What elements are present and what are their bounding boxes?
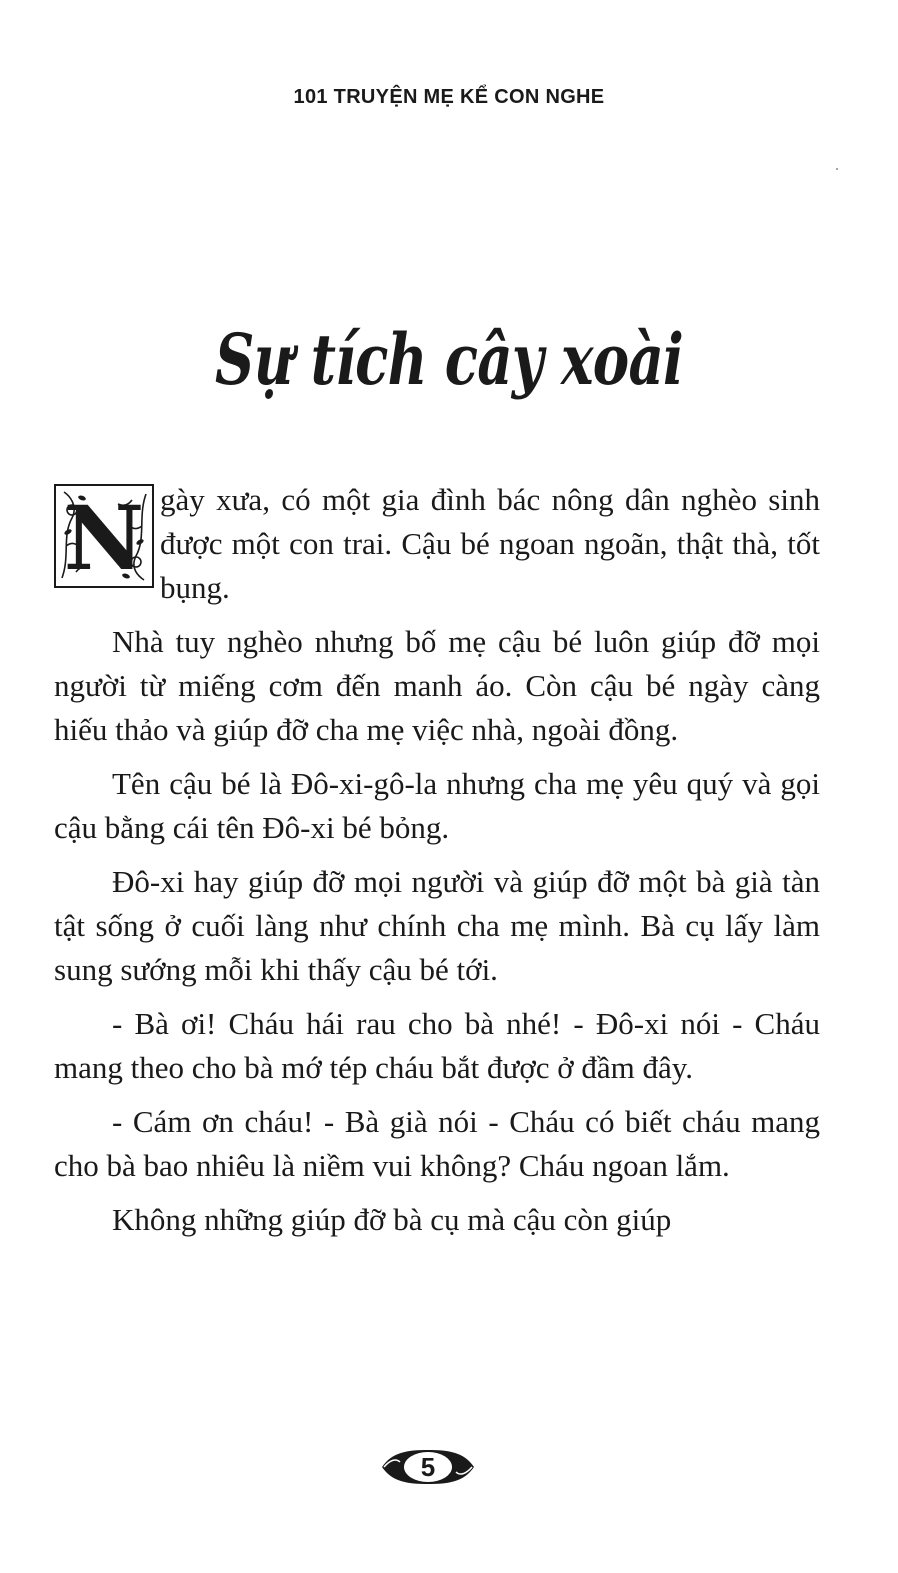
story-paragraph-4: Đô-xi hay giúp đỡ mọi người và giúp đỡ một bà già tàn tật sống ở cuối làng như chính cha mẹ mình. Bà cụ lấy làm sung sướng mỗi khi thấy cậu bé tới. bbox=[54, 864, 820, 987]
page-number: 5 bbox=[420, 1452, 436, 1482]
story-body bbox=[54, 478, 820, 1252]
running-header: 101 TRUYỆN MẸ KỂ CON NGHE bbox=[293, 86, 605, 108]
story-paragraph-2: Nhà tuy nghèo nhưng bố mẹ cậu bé luôn giúp đỡ mọi người từ miếng cơm đến manh áo. Còn cậu bé ngày càng hiếu thảo và giúp đỡ cha mẹ việc nhà, ngoài đồng. bbox=[54, 624, 820, 747]
story-paragraph-6: - Cám ơn cháu! - Bà già nói - Cháu có biết cháu mang cho bà bao nhiêu là niềm vui không? Cháu ngoan lắm. bbox=[54, 1104, 820, 1183]
story-paragraph-7: Không những giúp đỡ bà cụ mà cậu còn giúp bbox=[112, 1202, 672, 1237]
story-paragraph-5: - Bà ơi! Cháu hái rau cho bà nhé! - Đô-xi nói - Cháu mang theo cho bà mớ tép cháu bắt được ở đầm đây. bbox=[54, 1006, 820, 1085]
story-paragraph-3: Tên cậu bé là Đô-xi-gô-la nhưng cha mẹ yêu quý và gọi cậu bằng cái tên Đô-xi bé bỏng. bbox=[54, 766, 820, 845]
page-number-badge bbox=[378, 1444, 478, 1490]
paragraph-text: gày xưa, có một gia đình bác nông dân nghèo sinh được một con trai. Cậu bé ngoan ngoãn, thật thà, tốt bụng. bbox=[160, 482, 820, 605]
drop-cap-letter: N bbox=[63, 486, 145, 590]
drop-cap bbox=[54, 484, 154, 588]
chapter-title: Sự tích cây xoài bbox=[214, 318, 684, 401]
story-paragraph-1 bbox=[54, 478, 820, 610]
page-speck bbox=[836, 168, 838, 170]
